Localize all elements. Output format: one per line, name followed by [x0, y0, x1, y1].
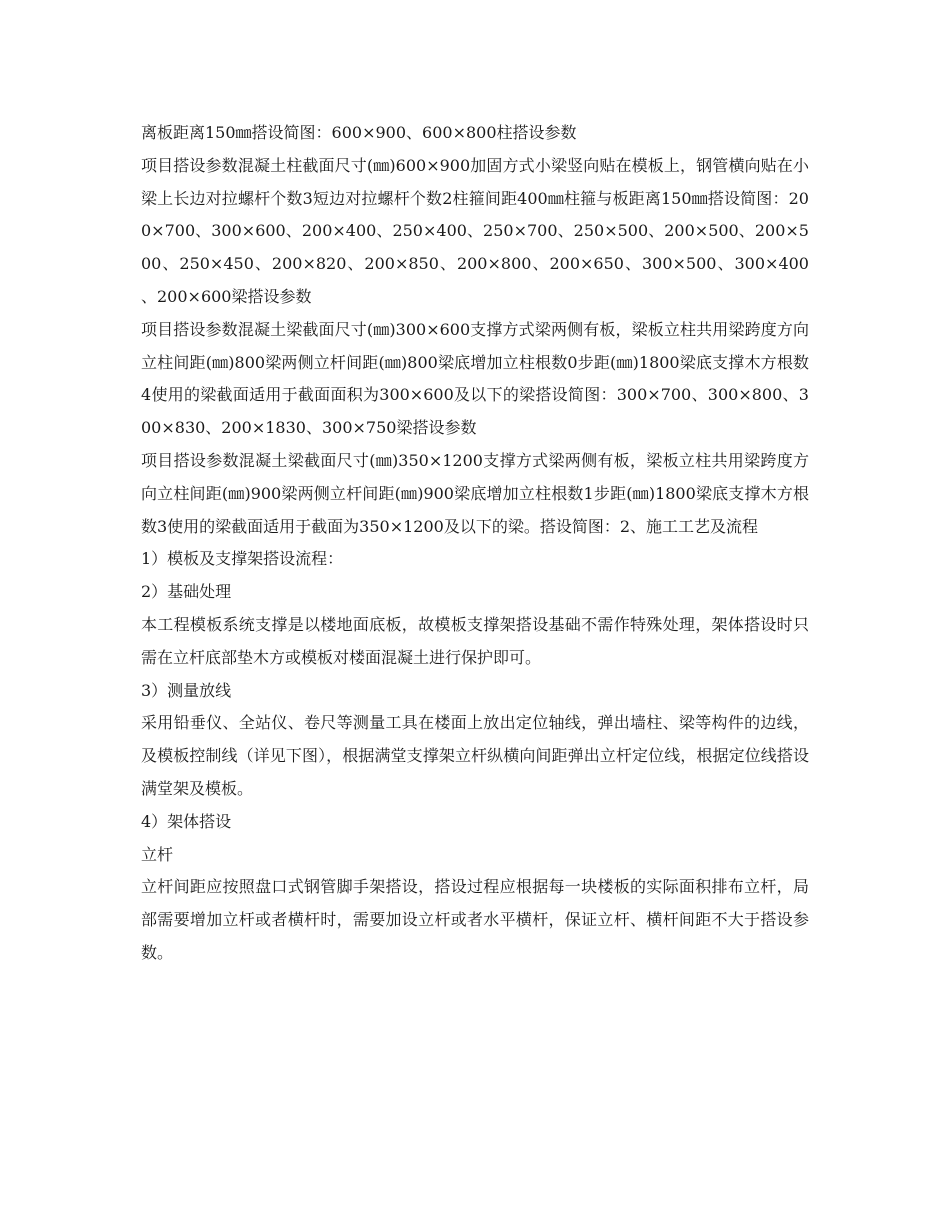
- paragraph-upright-pole: 立杆间距应按照盘口式钢管脚手架搭设，搭设过程应根据每一块楼板的实际面积排布立杆，局部需要增加立杆或者横杆时，需要加设立杆或者水平横杆，保证立杆、横杆间距不大于搭设参数。: [141, 877, 809, 962]
- paragraph-beam-params-300x600: 项目搭设参数混凝土梁截面尺寸(㎜)300×600支撑方式梁两侧有板，梁板立柱共用梁跨度方向立柱间距(㎜)800梁两侧立杆间距(㎜)800梁底增加立柱根数0步距(㎜)1800梁底支撑木方根数4使用的梁截面适用于截面面积为300×600及以下的梁搭设简图：300×700、300×800、300×830、200×1830、300×750梁搭设参数: [141, 319, 809, 438]
- paragraph-beam-params-350x1200: 项目搭设参数混凝土梁截面尺寸(㎜)350×1200支撑方式梁两侧有板，梁板立柱共用梁跨度方向立柱间距(㎜)900梁两侧立杆间距(㎜)900梁底增加立柱根数1步距(㎜)1800梁底支撑木方根数3使用的梁截面适用于截面为350×1200及以下的梁。搭设简图：2、施工工艺及流程: [141, 450, 809, 536]
- heading-formwork-flow: 1）模板及支撑架搭设流程：: [141, 549, 344, 569]
- paragraph-foundation: 本工程模板系统支撑是以楼地面底板，故模板支撑架搭设基础不需作特殊处理，架体搭设时只需在立杆底部垫木方或模板对楼面混凝土进行保护即可。: [141, 614, 809, 667]
- heading-foundation: 2）基础处理: [141, 582, 232, 602]
- heading-upright-pole: 立杆: [141, 844, 174, 864]
- heading-frame-erection: 4）架体搭设: [141, 811, 232, 831]
- paragraph-column-params-tail: 离板距离150㎜搭设简图：600×900、600×800柱搭设参数: [141, 123, 577, 142]
- paragraph-surveying: 采用铅垂仪、全站仪、卷尺等测量工具在楼面上放出定位轴线，弹出墙柱、梁等构件的边线，及模板控制线（详见下图），根据满堂支撑架立杆纵横向间距弹出立杆定位线，根据定位线搭设满堂架及模板。: [141, 713, 809, 798]
- paragraph-column-params: 项目搭设参数混凝土柱截面尺寸(㎜)600×900加固方式小梁竖向贴在模板上，钢管横向贴在小梁上长边对拉螺杆个数3短边对拉螺杆个数2柱箍间距400㎜柱箍与板距离150㎜搭设简图：200×700、300×600、200×400、250×400、250×700、250×500、200×500、200×500、250×450、200×820、200×850、200×800、200×650、300×500、300×400、200×600梁搭设参数: [141, 155, 809, 306]
- document-body: [141, 117, 809, 970]
- heading-surveying: 3）测量放线: [141, 680, 232, 700]
